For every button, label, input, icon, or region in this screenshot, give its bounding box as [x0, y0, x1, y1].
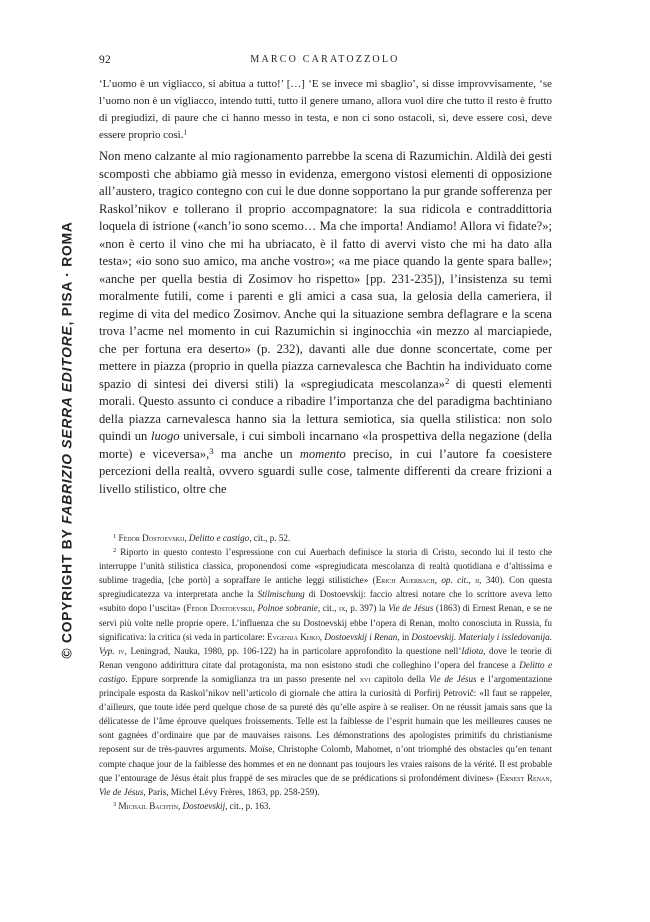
copyright-publisher: FABRIZIO SERRA EDITORE [59, 325, 75, 525]
emphasis-momento: momento [299, 446, 346, 461]
footnote-volume: iv [118, 645, 125, 656]
footnote-text: , in [397, 631, 412, 642]
footnote-author: Evgenija Kijko [267, 631, 320, 642]
body-text-part: universale, i cui simboli incarnano «la prospettiva della negazione (della morte) e viceversa», [99, 429, 552, 461]
footnote-ref: 3 [209, 445, 214, 456]
body-text-part: di questi elementi morali. Questo assunto ci conduce a ribadire l’importanza che del paradigma bachtiniano della piazza carnevalesca hanno sia la lettura semiotica, sia quella stilistica: non solo quindi un [99, 376, 552, 443]
footnote-title: Delitto e castigo [99, 659, 552, 684]
footnote-volume: xvi [359, 673, 371, 684]
page-number: 92 [99, 54, 112, 66]
footnote-text: , cit., [317, 603, 340, 614]
footnote-ref: 2 [444, 375, 450, 386]
footnote-volume: ix [339, 603, 346, 614]
footnote-text: , dove le teorie di Renan vengono addirittura citate dal protagonista, ma non esistono studi che colleghino l’opera del francese a [99, 645, 552, 670]
body-text-part: Non meno calzante al mio ragionamento parrebbe la scena di Razumichin. Aldilà dei gesti scomposti che abbiamo già messo in evidenza, emergono vistosi elementi di opposizione all’austero, tragico contegno con cui le due donne sopportano la pur grande sofferenza per Raskol’nikov e tollerano il proprio accompagnatore: la sua ridicola e contraddittoria loquela di istrione («anch’io sono scemo… Ma che importa! Andiamo! Allora vi fidate?»; «non è certo il vino che mi ha ubriacato, è il fatto di avervi visto che mi ha dato alla testa»; «io sono suo amico, ma anche vostro»; «a me piace quando la gente spara balle»; «anche per quella bestia di Zosimov ho rispetto» [pp. 231-235]), l’insistenza su temi moralmente futili, come i parenti e gli amici a casa sua, la gelosia della cameriera, il regime di vita del medico Zosimov. Anche qui la situazione sembra deflagrare e la scena trova l’acme nel momento in cui Razumichin si inginocchia «in mezzo al marciapiede, che per fortuna era deserto» (p. 232), davanti alle due donne sconcertate, come per mettere in piazza (proprio in quella piazza carnevalesca che Bachtin ha individuato come spazio di sintesi dei diversi stili) la «spregiudicata mescolanza» [99, 149, 552, 391]
footnote-1 [99, 531, 552, 545]
footnote-text: , 340). Con questa spregiudicatezza va interpretata anche la [99, 575, 553, 600]
footnote-text: di Dostoevskij: faccio altresì notare che lo scrittore aveva letto «subito dopo l’uscita» ( [99, 589, 552, 614]
footnote-title: Dostoevskij i Renan [324, 631, 398, 642]
running-head: MARCO CARATOZZOLO [250, 54, 400, 65]
footnote-text: , Paris, Michel Lévy Frères, 1863, pp. 258-259). [143, 786, 320, 797]
footnote-text: , cit., p. 163. [225, 800, 271, 811]
footnote-title: Dostoevskij. Materialy i issledovanija. Vyp. [99, 631, 552, 656]
footnote-author: Ernest Renan [499, 772, 550, 783]
footnote-author: Fëdor Dostoevskij [118, 533, 185, 543]
footnote-text: , [319, 631, 325, 642]
quote-text: ‘L’uomo è un vigliacco, si abitua a tutto!’ […] ‘E se invece mi sbaglio’, si disse improvvisamente, ‘se l’uomo non è un vigliacco, intendo tutti, tutto il genere umano, allora vuol dire che tutto il resto è frutto di pregiudizi, di paure che ci hanno messo in testa, e non ci sono ostacoli, sì, deve essere così, deve essere proprio così. [99, 78, 552, 141]
body-text-part: preciso, in cui l’autore fa coesistere percezioni della realtà, ovvero sguardi sulle cose, talmente differenti da creare frizioni a livello stilistico, oltre che [99, 446, 552, 496]
footnote-text: , Leningrad, Nauka, 1980, pp. 106-122) ha in particolare approfondito la questione nell’ [124, 645, 462, 656]
footnote-text: , [549, 772, 553, 783]
footnote-ref: 1 [183, 127, 188, 137]
footnote-text: e l’argomentazione principale esposta da Raskol’nikov nell’articolo di giornale che attira la curiosità di Porfirij Petrovič: «Il faut se rappeler, d’ailleurs, que toute idée perd quelque chose de sa pureté dès qu’elle aspire à se realiser. On ne réussit jamais sans que la délicatesse de l’âme éprouve quelques froissements. Telle est la faiblesse de l’esprit humain que les meilleures causes ne sont gagnées d’ordinaire que par de mauvaises raisons. Les démonstrations des apologistes primitifs du christianisme reposent sur de très-pauvres arguments. Moïse, Christophe Colomb, Mahomet, n’ont triomphé des obstacles qu’en tenant compte chaque jour de la faiblesse des hommes et en ne donnant pas toujours les vraies raisons de la vérité. Il est probable que l’entourage de Jésus était plus frappé de ses miracles que de se prédications si profondément divines» ( [99, 673, 552, 783]
footnote-term: Stilmischung [257, 589, 305, 600]
footnote-author: Michail Bachtin [118, 800, 178, 811]
footnote-2 [99, 545, 552, 799]
footnote-volume: ii [475, 575, 480, 586]
copyright-lead: © COPYRIGHT BY [59, 524, 75, 659]
footnote-title: Vie de Jésus [429, 673, 477, 684]
footnote-text: , [177, 800, 183, 811]
footnote-number: 1 [113, 533, 117, 541]
footnote-3 [99, 799, 552, 813]
footnote-text: , cit., p. 52. [249, 533, 291, 543]
footnote-number: 3 [113, 800, 117, 808]
footnote-title: Idiota [461, 645, 484, 656]
footnote-text: (1863) di Ernest Renan, e se ne servì più volte nelle proprie opere. L’influenza che su Dostoevskij ebbe l’opera di Renan, molto conosciuta in Russia, fu significativa: la critica (si veda in particolare: [99, 603, 553, 642]
footnote-text: . Eppure sorprende la somiglianza tra un passo presente nel [125, 673, 360, 684]
body-paragraph [99, 148, 552, 498]
footnote-text: , p. 397) la [345, 603, 389, 614]
footnote-title: op. cit. [441, 575, 469, 586]
footnote-author: Erich Auerbach [375, 575, 435, 586]
footnote-author: Fëdor Dostoevskij [186, 603, 253, 614]
footnote-title: Vie de Jésus [388, 603, 434, 614]
footnote-text: , [468, 575, 476, 586]
footnote-text: , [252, 603, 258, 614]
footnote-title: Dostoevskij [182, 800, 226, 811]
footnote-title: Delitto e castigo [188, 533, 250, 543]
footnote-title: Vie de Jésus [99, 786, 144, 797]
footnote-text: , [184, 533, 189, 543]
footnote-number: 2 [113, 547, 117, 555]
body-text-part: ma anche un [213, 446, 300, 461]
copyright-tail: , PISA · ROMA [59, 221, 75, 326]
emphasis-luogo: luogo [151, 429, 180, 443]
footnote-text: Riporto in questo contesto l’espressione con cui Auerbach definisce la storia di Cristo, secondo lui il testo che interruppe l’unità stilistica classica, proponendosi come «spregiudicata mescolanza di realtà quotidiana e d’altissima e sublime tragedia, [che portò] a sopraffare le antiche leggi stilistiche» ( [99, 547, 552, 586]
footnotes [99, 531, 552, 813]
footnote-text: capitolo della [370, 673, 430, 684]
footnote-text: , [434, 575, 442, 586]
footnote-title: Polnoe sobranie [257, 603, 318, 614]
copyright-notice [60, 221, 75, 658]
block-quote [99, 76, 552, 144]
